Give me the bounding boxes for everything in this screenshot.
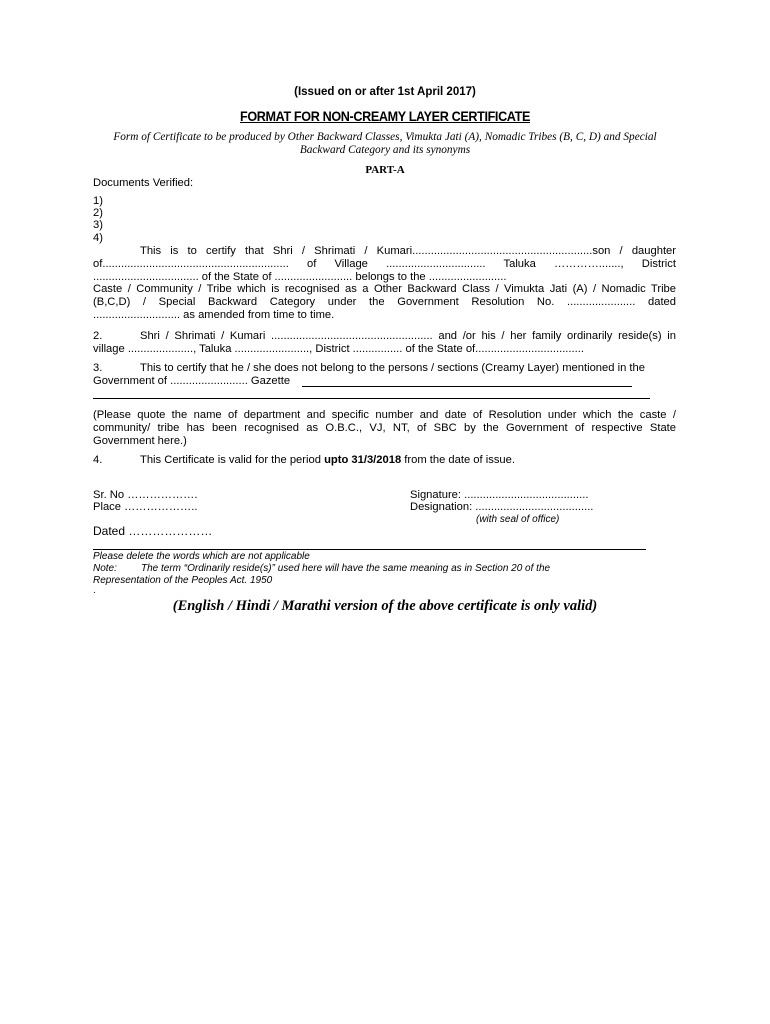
para4-text-before: This Certificate is valid for the period [140, 454, 325, 466]
quote-note-line-3: Government here.) [93, 435, 187, 447]
document-item: 4) [93, 232, 103, 244]
page-title: FORMAT FOR NON-CREAMY LAYER CERTIFICATE [240, 108, 530, 124]
para1-line-3: .................................. of the State of ......................... belongs to the ......................... [93, 271, 507, 283]
para3-number: 3. [93, 362, 103, 374]
para1-line-5: (B,C,D) / Special Backward Category under the Government Resolution No. ...................... dated [93, 296, 676, 308]
signature-field: Signature: ........................................ [410, 489, 589, 501]
note-line-1: The term “Ordinarily reside(s)” used here will have the same meaning as in Section 20 of the [141, 563, 551, 574]
note-dot: . [93, 585, 96, 596]
para1-line-1: This is to certify that Shri / Shrimati / Kumari..........................................................son / daughter [140, 245, 676, 257]
note-label: Note: [93, 563, 117, 574]
para1-line-4: Caste / Community / Tribe which is recognised as a Other Backward Class / Vimukta Jati (A) / Nomadic Tribe [93, 283, 676, 295]
sr-no-field: Sr. No ………………. [93, 489, 198, 501]
para4-number: 4. [93, 454, 103, 466]
para3-line-2: Government of ......................... Gazette [93, 375, 291, 387]
para4-text-after: from the date of issue. [401, 454, 515, 466]
part-heading: PART-A [365, 164, 405, 176]
documents-label: Documents Verified: [93, 177, 194, 189]
quote-note-line-1: (Please quote the name of department and specific number and date of Resolution under which the caste / [93, 409, 676, 421]
delete-words-note: Please delete the words which are not applicable [93, 551, 310, 562]
notes-divider [93, 549, 646, 550]
designation-field: Designation: ...................................... [410, 501, 594, 513]
language-validity-note: (English / Hindi / Marathi version of the above certificate is only valid) [172, 598, 598, 614]
para4-text [140, 454, 515, 467]
document-item: 1) [93, 195, 103, 207]
document-item: 2) [93, 207, 103, 219]
para4-validity-date: upto 31/3/2018 [324, 454, 402, 466]
quote-note-line-2: community/ tribe has been recognised as O.B.C., VJ, NT, of SBC by the Government of respective State [93, 422, 676, 434]
gazette-blank-line [93, 398, 650, 399]
issued-note: (Issued on or after 1st April 2017) [294, 86, 476, 98]
para3-line-1: This to certify that he / she does not belong to the persons / sections (Creamy Layer) mentioned in the [140, 362, 645, 374]
subtitle-line-2: Backward Category and its synonyms [299, 144, 471, 156]
seal-note: (with seal of office) [476, 514, 560, 525]
para2-number: 2. [93, 330, 103, 342]
dated-field: Dated ………………… [93, 524, 213, 538]
note-line-2: Representation of the Peoples Act. 1950 [93, 575, 273, 586]
para2-line-1: Shri / Shrimati / Kumari .................................................... and /or his / her family ordinarily reside(s) in [140, 330, 676, 342]
subtitle-line-1: Form of Certificate to be produced by Other Backward Classes, Vimukta Jati (A), Nomadic Tribes (B, C, D) and Special [113, 131, 657, 143]
para2-line-2: village ....................., Taluka ........................, District ................ of the State of................................... [93, 343, 584, 355]
place-field: Place ……………….. [93, 501, 198, 513]
para1-line-2: of............................................................ of Village ................................ Taluka …………......., District [93, 258, 676, 270]
document-item: 3) [93, 219, 103, 231]
para1-line-6: ............................ as amended from time to time. [93, 309, 335, 321]
gazette-underline [302, 386, 632, 387]
